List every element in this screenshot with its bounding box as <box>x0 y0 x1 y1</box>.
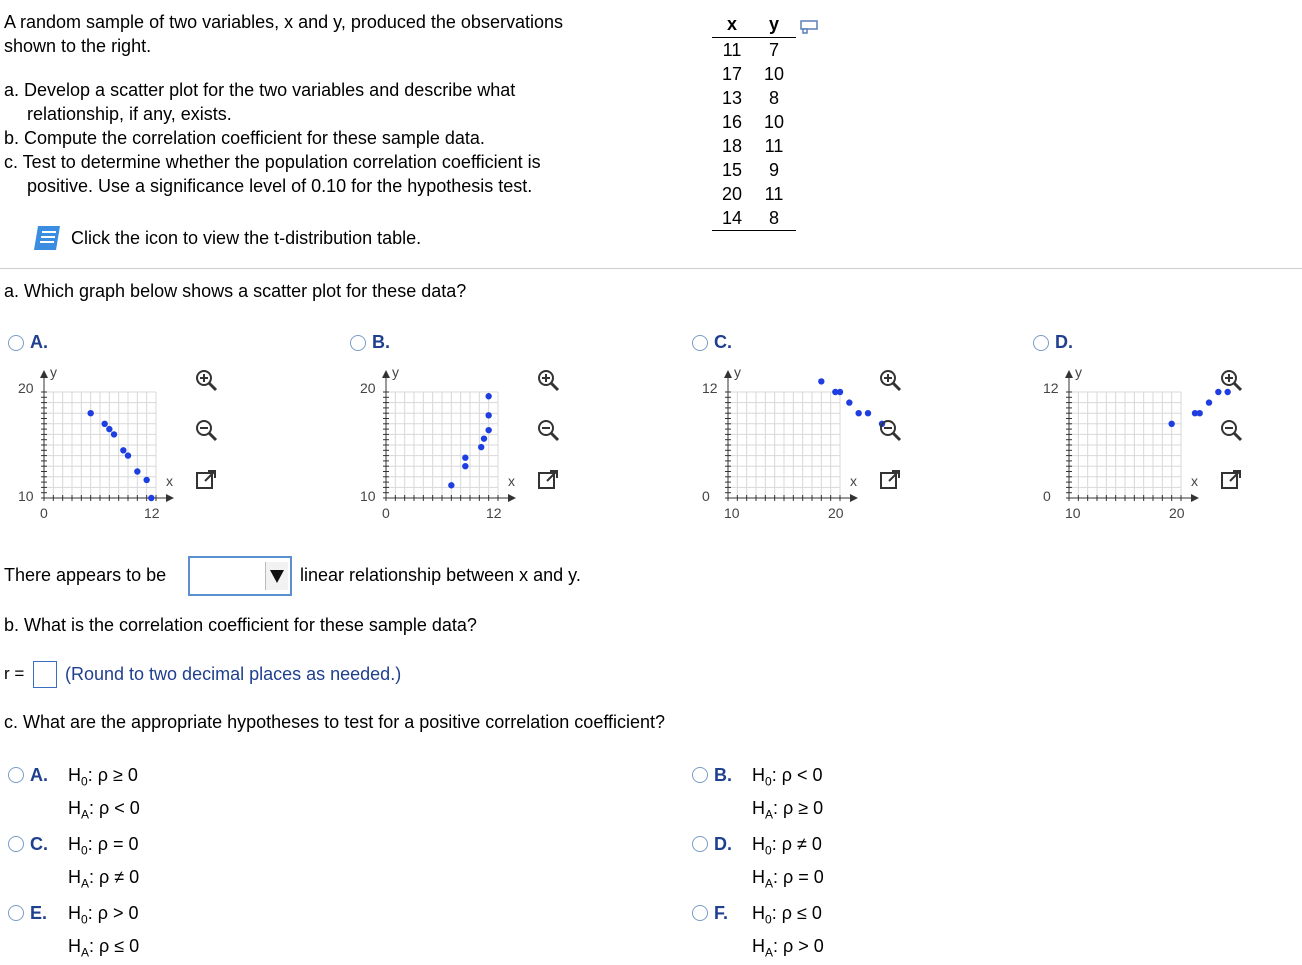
h0-statement: ρ = 0 <box>97 834 139 854</box>
hypothesis-option-label: A. <box>30 765 48 785</box>
x-axis-label: x <box>1191 473 1198 489</box>
cell-x: 20 <box>721 183 743 204</box>
cell-y: 10 <box>763 63 785 84</box>
hypothesis-pair: $H_0$: ρ > 0 $H_A$: ρ ≤ 0 <box>68 903 140 960</box>
table-row <box>712 206 796 231</box>
y-axis-arrow <box>40 370 48 378</box>
scatter-option-label: B. <box>372 332 390 352</box>
zoom-in-icon[interactable] <box>194 368 218 392</box>
cell-x: 11 <box>722 39 742 60</box>
part-a-line1: a. Develop a scatter plot for the two variables and describe what <box>4 80 516 100</box>
scatter-point <box>462 463 468 469</box>
table-book-icon[interactable] <box>32 224 64 252</box>
intro-line2: shown to the right. <box>4 36 152 56</box>
scatter-point <box>837 389 843 395</box>
section-divider <box>0 268 1302 269</box>
scatter-point <box>1196 410 1202 416</box>
y-tick-top-label: 12 <box>702 380 718 396</box>
popout-graph-icon[interactable] <box>194 468 218 492</box>
hypothesis-option-label: D. <box>714 834 732 854</box>
ha-statement: ρ ≥ 0 <box>783 797 824 818</box>
scatter-point <box>134 468 140 474</box>
hypothesis-pair: $H_0$: ρ = 0 $H_A$: ρ ≠ 0 <box>68 834 140 891</box>
table-row <box>712 182 796 206</box>
ha-statement: ρ > 0 <box>783 935 824 956</box>
hypothesis-radio-f[interactable] <box>692 905 708 921</box>
table-row <box>712 158 796 182</box>
scatter-point <box>481 435 487 441</box>
hypothesis-radio-a[interactable] <box>8 767 24 783</box>
table-row <box>712 134 796 158</box>
scatter-plot <box>350 360 550 560</box>
hypothesis-radio-e[interactable] <box>8 905 24 921</box>
scatter-point <box>462 455 468 461</box>
hypothesis-option-label: F. <box>714 903 729 923</box>
chevron-down-icon <box>270 570 284 583</box>
y-axis-arrow <box>382 370 390 378</box>
scatter-option-label: C. <box>714 332 732 352</box>
y-tick-top-label: 12 <box>1043 380 1059 396</box>
zoom-out-icon[interactable] <box>194 418 218 442</box>
relationship-prefix: There appears to be <box>4 565 167 585</box>
scatter-point <box>125 452 131 458</box>
scatter-radio-d[interactable] <box>1033 335 1049 351</box>
x-tick-left-label: 0 <box>40 505 48 521</box>
y-tick-top-label: 20 <box>18 380 34 396</box>
part-c-line2: positive. Use a significance level of 0.10 for the hypothesis test. <box>27 176 533 196</box>
cell-x: 16 <box>721 111 743 132</box>
cell-x: 15 <box>721 159 743 180</box>
cell-x: 17 <box>721 63 743 84</box>
intro-line1: A random sample of two variables, x and y, produced the observations <box>4 12 563 32</box>
part-c-line1: c. Test to determine whether the population correlation coefficient is <box>4 152 541 172</box>
scatter-point <box>846 399 852 405</box>
h0-statement: ρ > 0 <box>97 903 139 923</box>
y-tick-bottom-label: 10 <box>18 488 34 504</box>
popout-graph-icon[interactable] <box>878 468 902 492</box>
x-tick-left-label: 0 <box>382 505 390 521</box>
hypothesis-radio-b[interactable] <box>692 767 708 783</box>
cell-x: 18 <box>721 135 743 156</box>
zoom-out-icon[interactable] <box>878 418 902 442</box>
popout-graph-icon[interactable] <box>1219 468 1243 492</box>
table-header-y: y <box>768 14 779 34</box>
h0-statement: ρ ≠ 0 <box>781 834 822 854</box>
y-tick-top-label: 20 <box>360 380 376 396</box>
hypothesis-pair: $H_0$: ρ ≠ 0 $H_A$: ρ = 0 <box>752 834 824 891</box>
part-a-line2: relationship, if any, exists. <box>27 104 232 124</box>
hypothesis-pair: $H_0$: ρ ≤ 0 $H_A$: ρ > 0 <box>752 903 824 960</box>
y-axis-label: y <box>50 364 57 380</box>
table-link-text[interactable]: Click the icon to view the t-distribution table. <box>71 228 422 248</box>
y-axis-label: y <box>1075 364 1082 380</box>
scatter-plot <box>692 360 892 560</box>
ha-statement: ρ ≤ 0 <box>99 935 140 956</box>
r-input[interactable] <box>33 661 57 688</box>
scatter-radio-c[interactable] <box>692 335 708 351</box>
ha-statement: ρ < 0 <box>99 797 140 818</box>
hypothesis-pair: $H_0$: ρ ≥ 0 $H_A$: ρ < 0 <box>68 765 140 822</box>
x-tick-right-label: 12 <box>144 505 160 521</box>
x-axis-label: x <box>850 473 857 489</box>
cell-y: 10 <box>763 111 785 132</box>
part-b-line: b. Compute the correlation coefficient for these sample data. <box>4 128 485 148</box>
scatter-point <box>120 447 126 453</box>
scatter-option-label: D. <box>1055 332 1073 352</box>
h0-statement: ρ < 0 <box>781 765 823 785</box>
scatter-plot <box>1033 360 1233 560</box>
scatter-point <box>87 410 93 416</box>
scatter-point <box>101 421 107 427</box>
data-table <box>712 12 796 231</box>
scatter-point <box>1206 399 1212 405</box>
y-axis-label: y <box>734 364 741 380</box>
scatter-point <box>148 495 154 501</box>
hypothesis-radio-d[interactable] <box>692 836 708 852</box>
hypothesis-option-label: C. <box>30 834 48 854</box>
hypothesis-radio-c[interactable] <box>8 836 24 852</box>
x-tick-right-label: 12 <box>486 505 502 521</box>
cell-x: 13 <box>721 87 743 108</box>
zoom-in-icon[interactable] <box>878 368 902 392</box>
y-tick-bottom-label: 0 <box>1043 488 1051 504</box>
scatter-option-label: A. <box>30 332 48 352</box>
hypothesis-option-label: E. <box>30 903 48 923</box>
x-axis-arrow <box>850 494 858 502</box>
y-axis-label: y <box>392 364 399 380</box>
h0-statement: ρ ≥ 0 <box>97 765 138 785</box>
y-tick-bottom-label: 0 <box>702 488 710 504</box>
dropdown-arrow-button[interactable] <box>265 562 288 590</box>
table-header-x: x <box>726 14 737 34</box>
popout-graph-icon[interactable] <box>536 468 560 492</box>
relationship-dropdown[interactable] <box>188 556 292 596</box>
x-axis-arrow <box>1191 494 1199 502</box>
h0-statement: ρ ≤ 0 <box>781 903 822 923</box>
ha-statement: ρ = 0 <box>783 866 824 887</box>
scatter-point <box>448 482 454 488</box>
zoom-in-icon[interactable] <box>1219 368 1243 392</box>
relationship-suffix: linear relationship between x and y. <box>300 565 581 585</box>
scatter-point <box>143 477 149 483</box>
x-axis-arrow <box>166 494 174 502</box>
y-axis-arrow <box>724 370 732 378</box>
y-axis-arrow <box>1065 370 1073 378</box>
table-row <box>712 110 796 134</box>
question-c-prompt: c. What are the appropriate hypotheses to test for a positive correlation coefficient? <box>4 712 666 732</box>
question-a-prompt: a. Which graph below shows a scatter plot for these data? <box>4 281 467 301</box>
cell-y: 11 <box>764 183 784 204</box>
zoom-in-icon[interactable] <box>536 368 560 392</box>
hypothesis-pair: $H_0$: ρ < 0 $H_A$: ρ ≥ 0 <box>752 765 824 822</box>
table-row <box>712 62 796 86</box>
scatter-point <box>485 393 491 399</box>
ha-statement: ρ ≠ 0 <box>99 866 140 887</box>
hypothesis-option-label: B. <box>714 765 732 785</box>
zoom-out-icon[interactable] <box>536 418 560 442</box>
y-tick-bottom-label: 10 <box>360 488 376 504</box>
scatter-point <box>865 410 871 416</box>
scatter-point <box>1168 421 1174 427</box>
scatter-point <box>111 431 117 437</box>
x-axis-label: x <box>508 473 515 489</box>
cell-x: 14 <box>721 207 743 228</box>
r-label: r = <box>4 664 25 683</box>
x-tick-left-label: 10 <box>724 505 740 521</box>
scatter-point <box>478 444 484 450</box>
x-axis-label: x <box>166 473 173 489</box>
x-tick-right-label: 20 <box>1169 505 1185 521</box>
scatter-point <box>818 378 824 384</box>
scatter-point <box>485 412 491 418</box>
scatter-point <box>855 410 861 416</box>
table-row <box>712 38 796 63</box>
cell-y: 11 <box>764 135 784 156</box>
scatter-point <box>106 426 112 432</box>
scatter-radio-a[interactable] <box>8 335 24 351</box>
scatter-radio-b[interactable] <box>350 335 366 351</box>
zoom-out-icon[interactable] <box>1219 418 1243 442</box>
question-b-prompt: b. What is the correlation coefficient for these sample data? <box>4 615 477 635</box>
x-tick-right-label: 20 <box>828 505 844 521</box>
scatter-plot <box>8 360 208 560</box>
popout-icon[interactable] <box>800 18 818 32</box>
x-axis-arrow <box>508 494 516 502</box>
table-row <box>712 86 796 110</box>
x-tick-left-label: 10 <box>1065 505 1081 521</box>
round-hint: (Round to two decimal places as needed.) <box>65 664 402 684</box>
scatter-point <box>485 427 491 433</box>
cell-y: 8 <box>768 87 779 108</box>
cell-y: 9 <box>768 159 779 180</box>
cell-y: 7 <box>768 39 779 60</box>
cell-y: 8 <box>768 207 779 228</box>
